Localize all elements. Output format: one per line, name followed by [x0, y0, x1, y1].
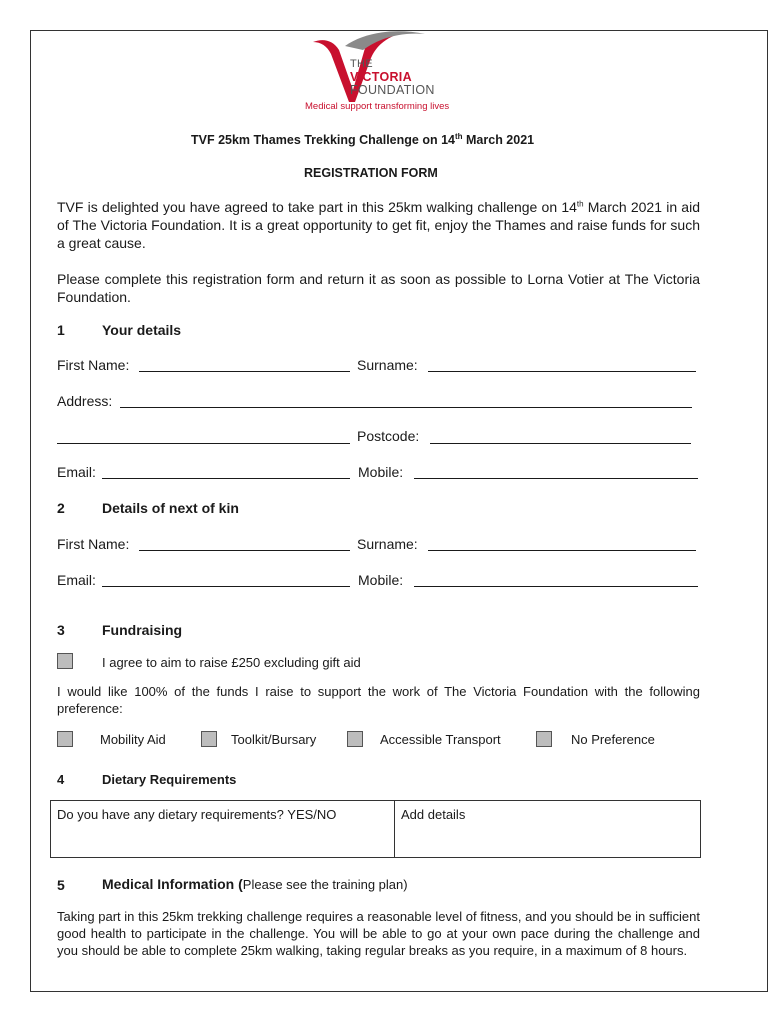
medical-text: Taking part in this 25km trekking challenge requires a reasonable level of fitness, and you should be in sufficient good health to participate in the challenge. You will be able to go at your own pace during the challenge and you should be able to complete 25km walking, taking regular breaks as you require, in a maximum of 8 hours. [57, 909, 700, 958]
surname-field[interactable] [428, 359, 696, 372]
logo-tagline: Medical support transforming lives [305, 101, 450, 112]
no-preference-label: No Preference [571, 732, 655, 747]
form-subtitle: REGISTRATION FORM [304, 166, 438, 180]
mobile-label: Mobile: [358, 464, 404, 480]
toolkit-bursary-label: Toolkit/Bursary [231, 732, 317, 747]
postcode-field[interactable] [430, 431, 691, 444]
logo-line-foundation: FOUNDATION [350, 83, 435, 97]
dietary-table [50, 800, 701, 858]
intro-paragraph-2: Please complete this registration form and return it as soon as possible to Lorna Votier at The Victoria Foundation. [57, 271, 700, 305]
form-title: TVF 25km Thames Trekking Challenge on 14th March 2021 [191, 131, 535, 147]
section-1-number: 1 [57, 322, 65, 338]
kin-first-name-field[interactable] [139, 538, 350, 551]
mobility-aid-checkbox[interactable] [57, 731, 73, 747]
kin-surname-field[interactable] [428, 538, 696, 551]
section-2-title: Details of next of kin [102, 500, 239, 516]
dietary-table-divider [394, 801, 395, 857]
address-field[interactable] [120, 395, 692, 408]
dietary-details-field[interactable]: Add details [401, 807, 466, 822]
section-5-title: Medical Information (Please see the training plan) [102, 876, 408, 892]
dietary-question[interactable]: Do you have any dietary requirements? YES/NO [57, 807, 337, 822]
section-2-number: 2 [57, 500, 65, 516]
postcode-label: Postcode: [357, 428, 420, 444]
accessible-transport-checkbox[interactable] [347, 731, 363, 747]
surname-label: Surname: [357, 357, 418, 373]
section-1-title: Your details [102, 322, 182, 338]
kin-mobile-field[interactable] [414, 574, 698, 587]
mobility-aid-label: Mobility Aid [100, 732, 166, 747]
logo-wordmark [350, 58, 435, 97]
email-label: Email: [57, 464, 96, 480]
agree-label: I agree to aim to raise £250 excluding gift aid [102, 655, 361, 670]
mobile-field[interactable] [414, 466, 698, 479]
no-preference-checkbox[interactable] [536, 731, 552, 747]
first-name-field[interactable] [139, 359, 350, 372]
logo-line-the: THE [350, 58, 373, 70]
logo-line-victoria: VICTORIA [350, 70, 412, 84]
kin-first-name-label: First Name: [57, 536, 130, 552]
kin-mobile-label: Mobile: [358, 572, 404, 588]
email-field[interactable] [102, 466, 350, 479]
kin-email-field[interactable] [102, 574, 350, 587]
section-5-number: 5 [57, 877, 65, 893]
section-4-title: Dietary Requirements [102, 772, 237, 787]
kin-surname-label: Surname: [357, 536, 418, 552]
kin-email-label: Email: [57, 572, 96, 588]
section-4-number: 4 [57, 772, 65, 787]
preference-text: I would like 100% of the funds I raise to support the work of The Victoria Foundation with the following preference: [57, 684, 700, 716]
toolkit-bursary-checkbox[interactable] [201, 731, 217, 747]
address-line-2-field[interactable] [57, 431, 350, 444]
section-3-title: Fundraising [102, 622, 183, 638]
accessible-transport-label: Accessible Transport [380, 732, 501, 747]
agree-checkbox[interactable] [57, 653, 73, 669]
first-name-label: First Name: [57, 357, 130, 373]
section-3-number: 3 [57, 622, 65, 638]
address-label: Address: [57, 393, 113, 409]
intro-paragraph-1: TVF is delighted you have agreed to take part in this 25km walking challenge on 14th March 2021 in aid of The Victoria Foundation. It is a great opportunity to get fit, enjoy the Thames and raise funds for such a great cause. [57, 199, 700, 251]
